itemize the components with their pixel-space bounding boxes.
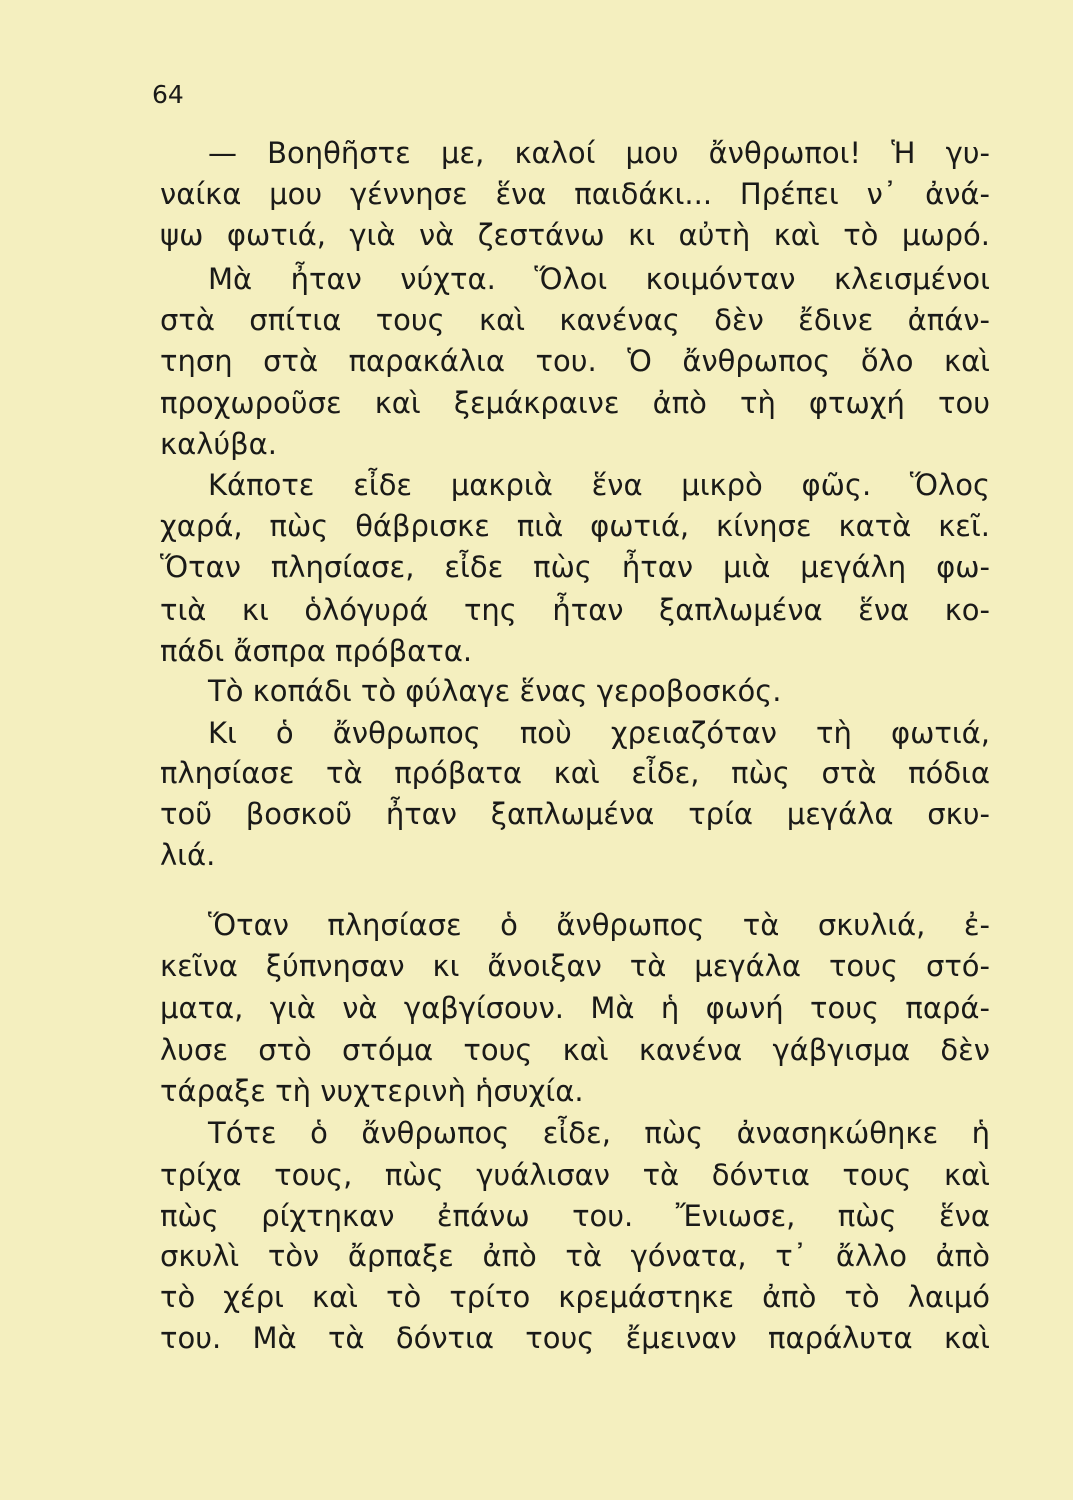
text-line: πὼς ρίχτηκαν ἐπάνω του. Ἔνιωσε, πὼς ἕνα: [160, 1199, 990, 1233]
text-line: σκυλὶ τὸν ἄρπαξε ἀπὸ τὰ γόνατα, τ᾽ ἄλλο ἀπὸ: [160, 1239, 990, 1273]
text-line: τηση στὰ παρακάλια του. Ὁ ἄνθρωπος ὅλο καὶ: [160, 344, 990, 378]
text-line: τὸ χέρι καὶ τὸ τρίτο κρεμάστηκε ἀπὸ τὸ λαιμό: [160, 1280, 990, 1314]
text-line: στὰ σπίτια τους καὶ κανένας δὲν ἔδινε ἀπάν-: [160, 303, 990, 337]
text-line: κεῖνα ξύπνησαν κι ἄνοιξαν τὰ μεγάλα τους στό-: [160, 949, 990, 983]
text-line: του. Μὰ τὰ δόντια τους ἔμειναν παράλυτα καὶ: [160, 1321, 990, 1355]
text-line: Μὰ ἦταν νύχτα. Ὅλοι κοιμόνταν κλεισμένοι: [208, 262, 990, 296]
text-line: καλύβα.: [160, 427, 277, 461]
text-line: τιὰ κι ὁλόγυρά της ἦταν ξαπλωμένα ἕνα κο-: [160, 593, 990, 627]
text-line: τάραξε τὴ νυχτερινὴ ἡσυχία.: [160, 1074, 584, 1108]
text-line: Κάποτε εἶδε μακριὰ ἕνα μικρὸ φῶς. Ὅλος: [208, 468, 990, 502]
text-line: χαρά, πὼς θάβρισκε πιὰ φωτιά, κίνησε κατὰ κεῖ.: [160, 509, 990, 543]
text-line: ματα, γιὰ νὰ γαβγίσουν. Μὰ ἡ φωνή τους παρά-: [160, 991, 990, 1025]
text-line: Τότε ὁ ἄνθρωπος εἶδε, πὼς ἀνασηκώθηκε ἡ: [208, 1116, 990, 1150]
text-line: Ὅταν πλησίασε, εἶδε πὼς ἦταν μιὰ μεγάλη φω-: [160, 550, 990, 584]
text-line: πάδι ἄσπρα πρόβατα.: [160, 634, 473, 668]
page-number: 64: [152, 80, 184, 109]
text-line: ψω φωτιά, γιὰ νὰ ζεστάνω κι αὐτὴ καὶ τὸ μωρό.: [160, 218, 990, 252]
text-line: — Βοηθῆστε με, καλοί μου ἄνθρωποι! Ἡ γυ-: [208, 136, 990, 170]
text-line: πλησίασε τὰ πρόβατα καὶ εἶδε, πὼς στὰ πόδια: [160, 756, 990, 790]
text-line: λιά.: [160, 838, 216, 872]
text-line: ναίκα μου γέννησε ἕνα παιδάκι... Πρέπει ν᾽ ἀνά-: [160, 177, 990, 211]
text-line: τρίχα τους, πὼς γυάλισαν τὰ δόντια τους καὶ: [160, 1158, 990, 1192]
text-line: Ὅταν πλησίασε ὁ ἄνθρωπος τὰ σκυλιά, ἐ-: [208, 908, 990, 942]
text-line: Τὸ κοπάδι τὸ φύλαγε ἕνας γεροβοσκός.: [208, 674, 782, 708]
text-line: Κι ὁ ἄνθρωπος ποὺ χρειαζόταν τὴ φωτιά,: [208, 716, 990, 750]
text-line: λυσε στὸ στόμα τους καὶ κανένα γάβγισμα δὲν: [160, 1033, 990, 1067]
text-line: τοῦ βοσκοῦ ἦταν ξαπλωμένα τρία μεγάλα σκυ-: [160, 797, 990, 831]
text-line: προχωροῦσε καὶ ξεμάκραινε ἀπὸ τὴ φτωχή του: [160, 386, 990, 420]
